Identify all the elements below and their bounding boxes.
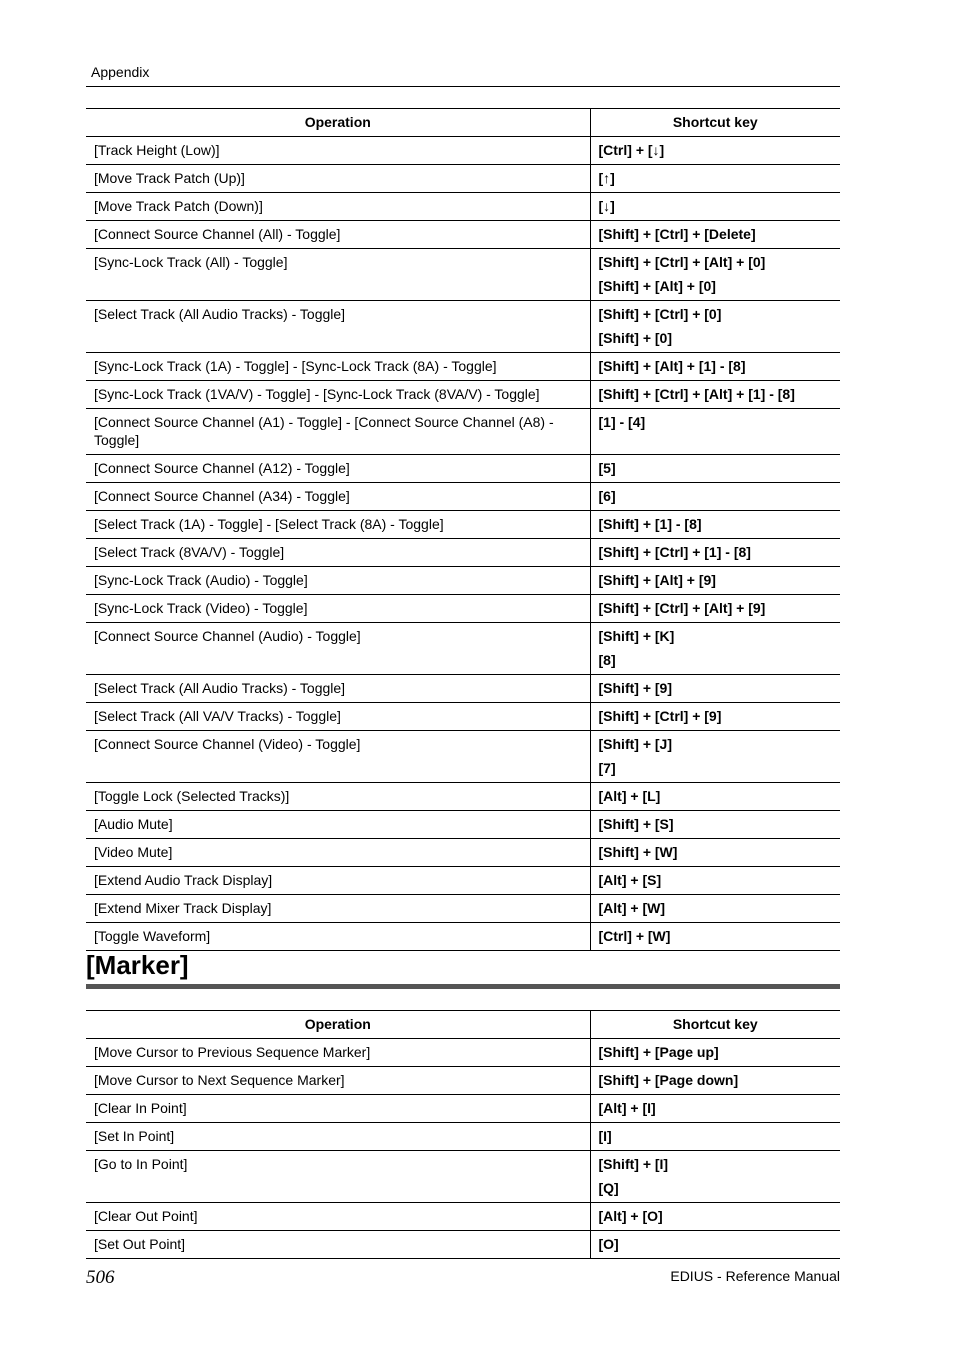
shortcut-key-cell [590,381,840,409]
operation-cell: [Sync-Lock Track (All) - Toggle] [86,249,590,301]
shortcut-key: [5] [598,460,616,476]
operation-cell: [Select Track (All Audio Tracks) - Toggle] [86,675,590,703]
shortcut-key: [Shift] + [0] [598,330,672,346]
operation-cell: [Connect Source Channel (A12) - Toggle] [86,455,590,483]
shortcut-key: [I] [598,1128,612,1144]
shortcut-key-cell [590,595,840,623]
shortcut-key: [Shift] + [Alt] + [1] - [8] [598,358,746,374]
shortcut-key-cell [590,1067,840,1095]
operation-cell: [Connect Source Channel (Audio) - Toggle] [86,623,590,675]
shortcut-key: [Shift] + [J] [598,736,672,752]
table-body [86,1039,840,1259]
shortcut-key: [7] [598,760,616,776]
table-row [86,731,840,783]
table-row [86,193,840,221]
shortcut-key-cell [590,1151,840,1203]
shortcut-key: [Shift] + [Ctrl] + [Alt] + [1] - [8] [598,386,795,402]
operation-cell: [Select Track (8VA/V) - Toggle] [86,539,590,567]
operation-cell: [Connect Source Channel (All) - Toggle] [86,221,590,249]
operation-cell: [Sync-Lock Track (Video) - Toggle] [86,595,590,623]
shortcut-key-cell [590,731,840,783]
table-row [86,811,840,839]
table-row [86,511,840,539]
table-row [86,455,840,483]
shortcut-key-cell [590,675,840,703]
operation-cell: [Move Track Patch (Up)] [86,165,590,193]
operation-cell: [Set Out Point] [86,1231,590,1259]
operation-cell: [Move Cursor to Previous Sequence Marker] [86,1039,590,1067]
shortcut-key: [Shift] + [Page up] [598,1044,719,1060]
shortcut-key-cell [590,867,840,895]
table-row [86,381,840,409]
shortcut-key: [O] [598,1236,619,1252]
operation-cell: [Connect Source Channel (Video) - Toggle] [86,731,590,783]
operation-cell: [Video Mute] [86,839,590,867]
operation-cell: [Extend Mixer Track Display] [86,895,590,923]
table-row [86,1203,840,1231]
shortcut-key-cell [590,1231,840,1259]
operation-cell: [Move Cursor to Next Sequence Marker] [86,1067,590,1095]
operation-cell: [Connect Source Channel (A34) - Toggle] [86,483,590,511]
table-row [86,839,840,867]
shortcut-key: [Shift] + [Alt] + [9] [598,572,716,588]
operation-cell: [Clear In Point] [86,1095,590,1123]
table-row [86,221,840,249]
shortcut-key: [Shift] + [Ctrl] + [0] [598,306,722,322]
table-row [86,867,840,895]
table-row [86,595,840,623]
shortcut-key-cell [590,783,840,811]
table-row [86,249,840,301]
shortcut-key: [Alt] + [L] [598,788,661,804]
shortcut-key-cell [590,409,840,455]
shortcut-key-cell [590,923,840,951]
shortcut-key-cell [590,839,840,867]
section-title-rule [86,984,840,989]
operation-cell: [Go to In Point] [86,1151,590,1203]
shortcut-key-cell [590,1039,840,1067]
shortcut-key: [Alt] + [O] [598,1208,663,1224]
operation-cell: [Toggle Lock (Selected Tracks)] [86,783,590,811]
section-title-marker: [Marker] [86,950,189,980]
operation-cell: [Select Track (1A) - Toggle] - [Select Track (8A) - Toggle] [86,511,590,539]
table-body [86,137,840,951]
shortcut-key: [Shift] + [I] [598,1156,669,1172]
table-row [86,895,840,923]
shortcut-key-cell [590,539,840,567]
shortcut-key: [Shift] + [Ctrl] + [Alt] + [0] [598,254,766,270]
shortcut-key: [Q] [598,1180,619,1196]
operation-cell: [Connect Source Channel (A1) - Toggle] - [Connect Source Channel (A8) - Toggle] [86,409,590,455]
shortcut-key: [Ctrl] + [W] [598,928,671,944]
shortcut-key: [8] [598,652,616,668]
table-header-row [86,1011,840,1039]
column-header-shortcut-key: Shortcut key [590,109,840,137]
running-header: Appendix [91,64,150,80]
shortcut-key-cell [590,811,840,839]
shortcut-table-marker [86,1010,840,1259]
shortcut-key: [↓] [598,198,615,214]
shortcut-key-cell [590,165,840,193]
shortcut-key-cell [590,1203,840,1231]
table-row [86,1039,840,1067]
table-header-row [86,109,840,137]
shortcut-table-tracks [86,108,840,951]
table-row [86,137,840,165]
table-row [86,567,840,595]
operation-cell: [Extend Audio Track Display] [86,867,590,895]
column-header-shortcut-key: Shortcut key [590,1011,840,1039]
shortcut-key-cell [590,193,840,221]
shortcut-key-cell [590,1095,840,1123]
shortcut-key: [Ctrl] + [↓] [598,142,665,158]
shortcut-key: [Alt] + [S] [598,872,662,888]
column-header-operation: Operation [86,109,590,137]
shortcut-key-cell [590,455,840,483]
table-row [86,1231,840,1259]
operation-cell: [Sync-Lock Track (1VA/V) - Toggle] - [Sync-Lock Track (8VA/V) - Toggle] [86,381,590,409]
operation-cell: [Set In Point] [86,1123,590,1151]
shortcut-key: [6] [598,488,616,504]
page-number: 506 [86,1267,115,1288]
table-row [86,1067,840,1095]
table-row [86,409,840,455]
shortcut-key-cell [590,137,840,165]
shortcut-key-cell [590,703,840,731]
operation-cell: [Sync-Lock Track (1A) - Toggle] - [Sync-Lock Track (8A) - Toggle] [86,353,590,381]
header-divider [86,86,840,87]
shortcut-key: [Shift] + [9] [598,680,672,696]
shortcut-key-cell [590,221,840,249]
shortcut-key-cell [590,1123,840,1151]
table-row [86,1123,840,1151]
shortcut-key: [Shift] + [Page down] [598,1072,739,1088]
shortcut-key: [Alt] + [W] [598,900,665,916]
operation-cell: [Move Track Patch (Down)] [86,193,590,221]
table-row [86,923,840,951]
table-row [86,703,840,731]
shortcut-key-cell [590,353,840,381]
operation-cell: [Select Track (All Audio Tracks) - Toggle] [86,301,590,353]
table-row [86,483,840,511]
shortcut-key: [Shift] + [Ctrl] + [9] [598,708,722,724]
shortcut-key: [Shift] + [W] [598,844,678,860]
manual-title: EDIUS - Reference Manual [670,1268,840,1284]
table-row [86,1151,840,1203]
shortcut-key: [Alt] + [I] [598,1100,656,1116]
table-row [86,539,840,567]
table-row [86,623,840,675]
shortcut-key-cell [590,301,840,353]
operation-cell: [Clear Out Point] [86,1203,590,1231]
shortcut-key: [Shift] + [1] - [8] [598,516,702,532]
shortcut-key: [Shift] + [K] [598,628,675,644]
shortcut-key: [Shift] + [S] [598,816,674,832]
shortcut-key: [Shift] + [Ctrl] + [Alt] + [9] [598,600,766,616]
shortcut-key: [↑] [598,170,615,186]
table-row [86,301,840,353]
table-row [86,1095,840,1123]
shortcut-key: [1] - [4] [598,414,646,430]
shortcut-key-cell [590,249,840,301]
shortcut-key-cell [590,567,840,595]
shortcut-key: [Shift] + [Ctrl] + [Delete] [598,226,756,242]
operation-cell: [Toggle Waveform] [86,923,590,951]
table-row [86,783,840,811]
operation-cell: [Audio Mute] [86,811,590,839]
column-header-operation: Operation [86,1011,590,1039]
operation-cell: [Select Track (All VA/V Tracks) - Toggle] [86,703,590,731]
shortcut-key-cell [590,511,840,539]
table-row [86,353,840,381]
operation-cell: [Track Height (Low)] [86,137,590,165]
table-row [86,675,840,703]
shortcut-key: [Shift] + [Alt] + [0] [598,278,716,294]
shortcut-key-cell [590,895,840,923]
shortcut-key: [Shift] + [Ctrl] + [1] - [8] [598,544,751,560]
operation-cell: [Sync-Lock Track (Audio) - Toggle] [86,567,590,595]
shortcut-key-cell [590,483,840,511]
table-row [86,165,840,193]
shortcut-key-cell [590,623,840,675]
